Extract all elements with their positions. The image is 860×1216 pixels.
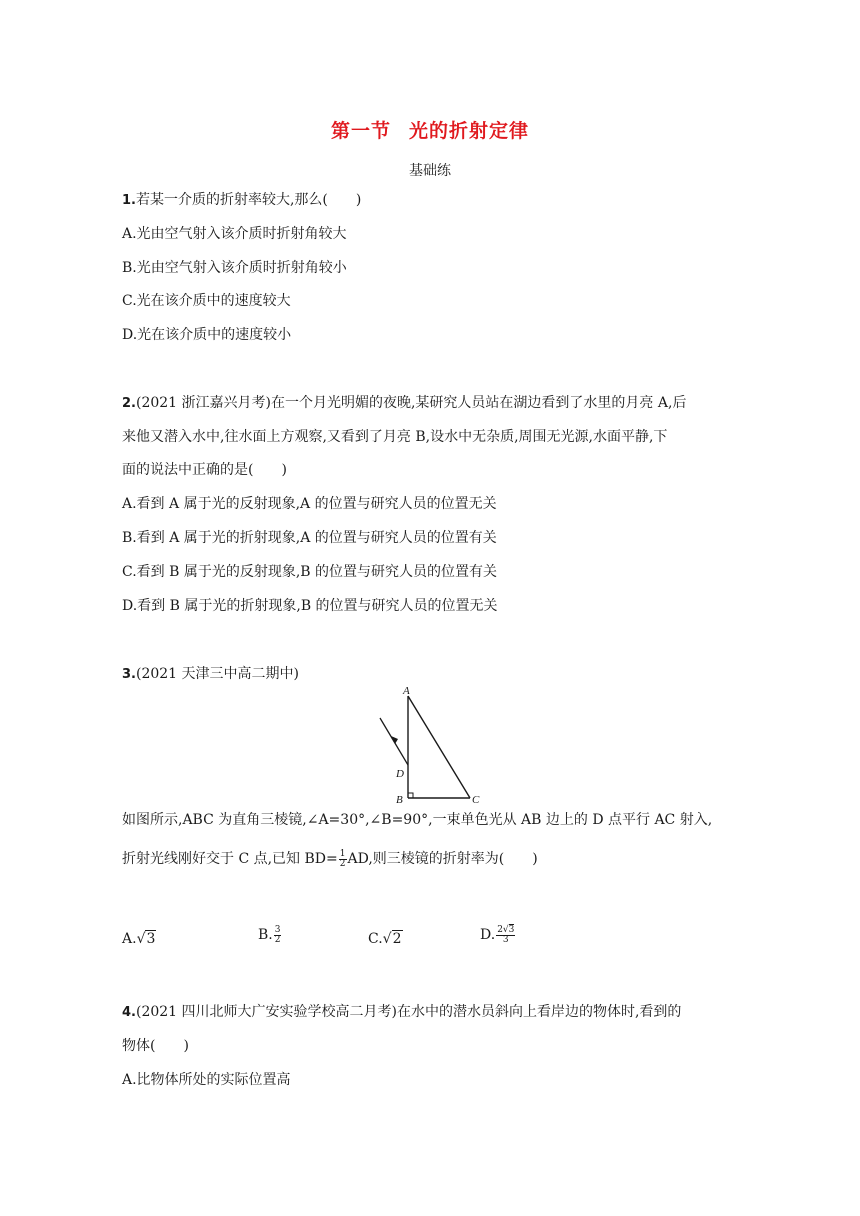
q3-option-b-num: 3 (274, 924, 281, 935)
q2-stem-line-3: 面的说法中正确的是( ) (122, 462, 287, 478)
q3-option-b-den: 2 (274, 934, 281, 945)
q3-option-b-label: B. (258, 927, 273, 943)
q1-stem: 若某一介质的折射率较大,那么( ) (135, 192, 362, 208)
q3-option-d-den: 3 (502, 934, 509, 945)
frac-num: 1 (339, 848, 346, 859)
q3-option-b (258, 925, 282, 945)
q3-option-d (480, 925, 516, 945)
q3-option-c-radicand: 2 (392, 931, 402, 947)
q3-option-a (122, 929, 156, 949)
sqrt-symbol: √2 (382, 931, 402, 947)
q1-option-b: B.光由空气射入该介质时折射角较小 (122, 260, 347, 276)
q1-number: 1. (122, 193, 136, 208)
q2-option-a: A.看到 A 属于光的反射现象,A 的位置与研究人员的位置无关 (122, 496, 497, 512)
q3-stem-line-2 (122, 849, 538, 869)
q3-option-d-coef: 2 (497, 924, 503, 935)
q1-option-a: A.光由空气射入该介质时折射角较大 (122, 226, 347, 242)
label-d: D (396, 768, 404, 780)
q3-stem-2-post: AD,则三棱镜的折射率为( ) (347, 851, 538, 867)
q4-number: 4. (122, 1005, 136, 1020)
q3-option-a-label: A. (122, 931, 137, 947)
q1-option-d: D.光在该介质中的速度较小 (122, 327, 292, 343)
fraction-one-half (339, 850, 347, 869)
q3-number: 3. (122, 667, 136, 682)
q4-stem-line-2: 物体( ) (122, 1038, 189, 1054)
right-angle-mark (408, 793, 413, 798)
q4-option-a: A.比物体所处的实际位置高 (122, 1072, 291, 1088)
q3-options-row (122, 924, 542, 953)
prism-diagram (370, 682, 490, 806)
q3-option-c (368, 929, 403, 949)
q3-option-c-label: C. (368, 931, 383, 947)
q3-option-d-label: D. (480, 927, 496, 943)
edge-ac (408, 696, 470, 798)
q1-option-c: C.光在该介质中的速度较大 (122, 293, 291, 309)
q3-source-line (122, 664, 299, 685)
q3-stem-line-1: 如图所示,ABC 为直角三棱镜,∠A=30°,∠B=90°,一束单色光从 AB 边上的 D 点平行 AC 射入, (122, 812, 713, 828)
section-name: 光的折射定律 (409, 120, 530, 142)
section-subtitle: 基础练 (409, 163, 451, 179)
q2-option-c: C.看到 B 属于光的反射现象,B 的位置与研究人员的位置有关 (122, 564, 498, 580)
ray-arrow-icon (391, 736, 398, 744)
frac-den: 2 (339, 858, 346, 869)
q3-option-a-radicand: 3 (146, 931, 156, 947)
fraction-two-root-three-thirds (496, 926, 515, 945)
q2-stem-line-2: 来他又潜入水中,往水面上方观察,又看到了月亮 B,设水中无杂质,周围无光源,水面平静,下 (122, 429, 668, 445)
q2-option-b: B.看到 A 属于光的折射现象,A 的位置与研究人员的位置有关 (122, 530, 497, 546)
label-c: C (472, 794, 480, 806)
q4-stem-1: (2021 四川北师大广安实验学校高二月考)在水中的潜水员斜向上看岸边的物体时,看到的 (135, 1004, 682, 1020)
q2-stem-line-1 (122, 393, 686, 414)
label-b: B (396, 794, 403, 806)
q2-stem-1: (2021 浙江嘉兴月考)在一个月光明媚的夜晚,某研究人员站在湖边看到了水里的月亮 A,后 (135, 395, 687, 411)
section-number: 第一节 (330, 120, 391, 142)
q3-option-d-num: 2√3 (497, 924, 515, 935)
q2-number: 2. (122, 396, 136, 411)
q4-stem-line-1 (122, 1002, 681, 1023)
q3-stem-2-pre: 折射光线刚好交于 C 点,已知 BD= (122, 851, 338, 867)
q3-option-d-radicand: 3 (508, 924, 515, 935)
q2-option-d: D.看到 B 属于光的折射现象,B 的位置与研究人员的位置无关 (122, 598, 498, 614)
fraction-three-halves (274, 926, 282, 945)
q1-stem-line (122, 190, 361, 211)
q3-source: (2021 天津三中高二期中) (135, 666, 299, 682)
sqrt-symbol: √3 (136, 931, 156, 947)
label-a: A (403, 685, 410, 697)
page-title (0, 116, 860, 143)
